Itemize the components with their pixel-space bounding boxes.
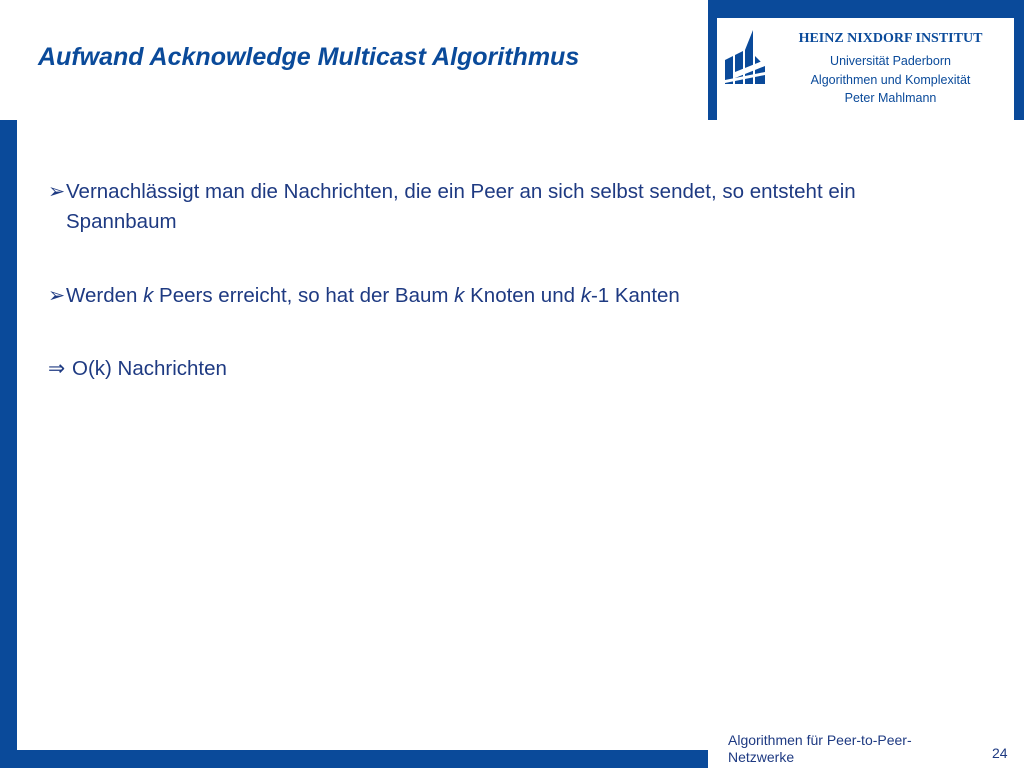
course-title: Algorithmen für Peer-to-Peer-Netzwerke [728, 732, 912, 765]
bullet-peers-reached [48, 281, 948, 311]
institute-header [708, 0, 1024, 120]
institute-box [717, 18, 1014, 120]
institute-name: HEINZ NIXDORF INSTITUT [798, 31, 983, 46]
arrow-bullet-icon: ➢ [48, 284, 66, 307]
bullet-text: O(k) Nachrichten [72, 357, 227, 380]
bullet-text: Vernachlässigt man die Nachrichten, die ein Peer an sich selbst sendet, so entsteht ein Spannbaum [66, 180, 856, 233]
bottom-accent-bar [0, 750, 708, 768]
author-name: Peter Mahlmann [844, 91, 937, 105]
university-logo-icon [723, 30, 767, 86]
arrow-bullet-icon: ➢ [48, 180, 66, 203]
university-name: Universität Paderborn [830, 54, 951, 68]
left-accent-bar [0, 120, 17, 768]
page-number: 24 [992, 745, 1008, 761]
bullet-message-count [48, 354, 948, 384]
group-name: Algorithmen und Komplexität [810, 73, 971, 87]
bullet-text: Werden k Peers erreicht, so hat der Baum k Knoten und k-1 Kanten [66, 284, 680, 307]
bullet-spanning-tree [48, 177, 948, 237]
footer [708, 730, 1024, 768]
slide-title: Aufwand Acknowledge Multicast Algorithmus [38, 43, 580, 71]
implies-icon: ⇒ [48, 357, 66, 380]
